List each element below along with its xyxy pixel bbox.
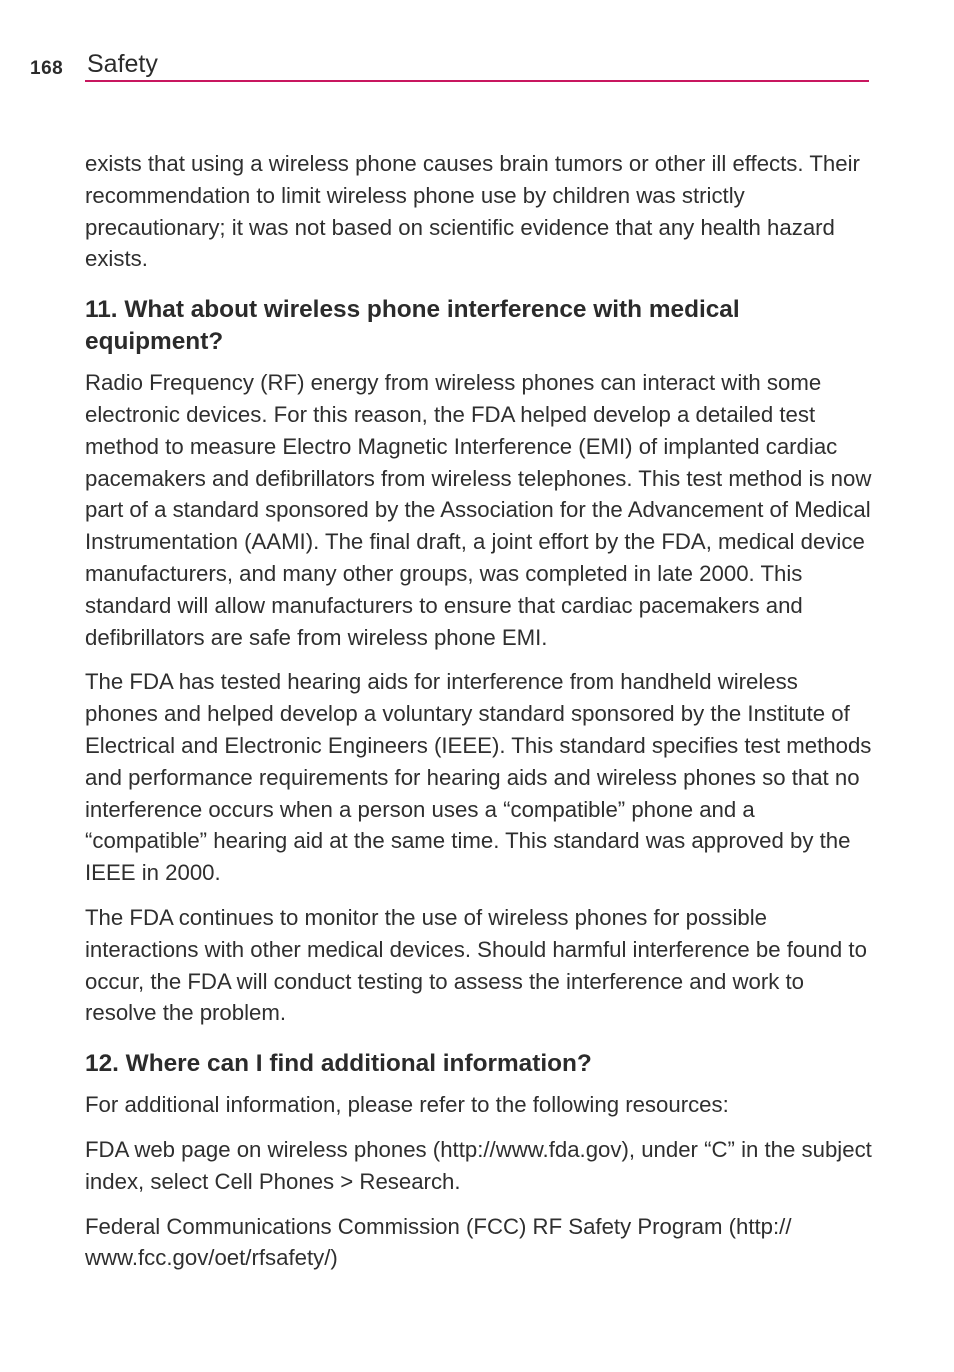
header-divider — [85, 80, 869, 82]
page-body — [85, 148, 875, 1287]
paragraph-resources-intro: For additional information, please refer to the following resources: — [85, 1092, 729, 1118]
heading-medical-equipment: 11. What about wireless phone interference with medical equipment? — [85, 296, 740, 356]
page-header — [0, 0, 954, 90]
paragraph-hearing-aids: The FDA has tested hearing aids for interference from handheld wireless phones and helped develop a voluntary standard sponsored by the Institute of Electrical and Electronic Engineers (IEEE). This standard specifies test methods and performance requirements for hearing aids and wireless phones so that no interference occurs when a person uses a “compatible” phone and a “compatible” hearing aid at the same time. This standard was approved by the IEEE in 2000. — [85, 669, 872, 886]
paragraph-fcc-program: Federal Communications Commission (FCC) RF Safety Program (http:// www.fcc.gov/oet/rfsafety/) — [85, 1213, 792, 1271]
paragraph-rf-energy: Radio Frequency (RF) energy from wireless phones can interact with some electronic devices. For this reason, the FDA helped develop a detailed test method to measure Electro Magnetic Interference (EMI) of implanted cardiac pacemakers and defibrillators from wireless telephones. This test method is now part of a standard sponsored by the Association for the Advancement of Medical Instrumentation (AAMI). The final draft, a joint effort by the FDA, medical device manufacturers, and many other groups, was completed in late 2000. This standard will allow manufacturers to ensure that cardiac pacemakers and defibrillators are safe from wireless phone EMI. — [85, 370, 872, 650]
paragraph-fda-monitoring: The FDA continues to monitor the use of wireless phones for possible interactions with other medical devices. Should harmful interference be found to occur, the FDA will conduct testing to assess the interference and work to resolve the problem. — [85, 904, 867, 1026]
paragraph-intro: exists that using a wireless phone causes brain tumors or other ill effects. Their recommendation to limit wireless phone use by children was strictly precautionary; it was not based on scientific evidence that any health hazard exists. — [85, 151, 860, 272]
paragraph-fda-web-page: FDA web page on wireless phones (http://www.fda.gov), under “C” in the subject index, select Cell Phones > Research. — [85, 1136, 872, 1194]
page-number: 168 — [30, 58, 64, 79]
section-title: Safety — [87, 50, 158, 78]
heading-additional-information: 12. Where can I find additional information? — [85, 1050, 592, 1078]
